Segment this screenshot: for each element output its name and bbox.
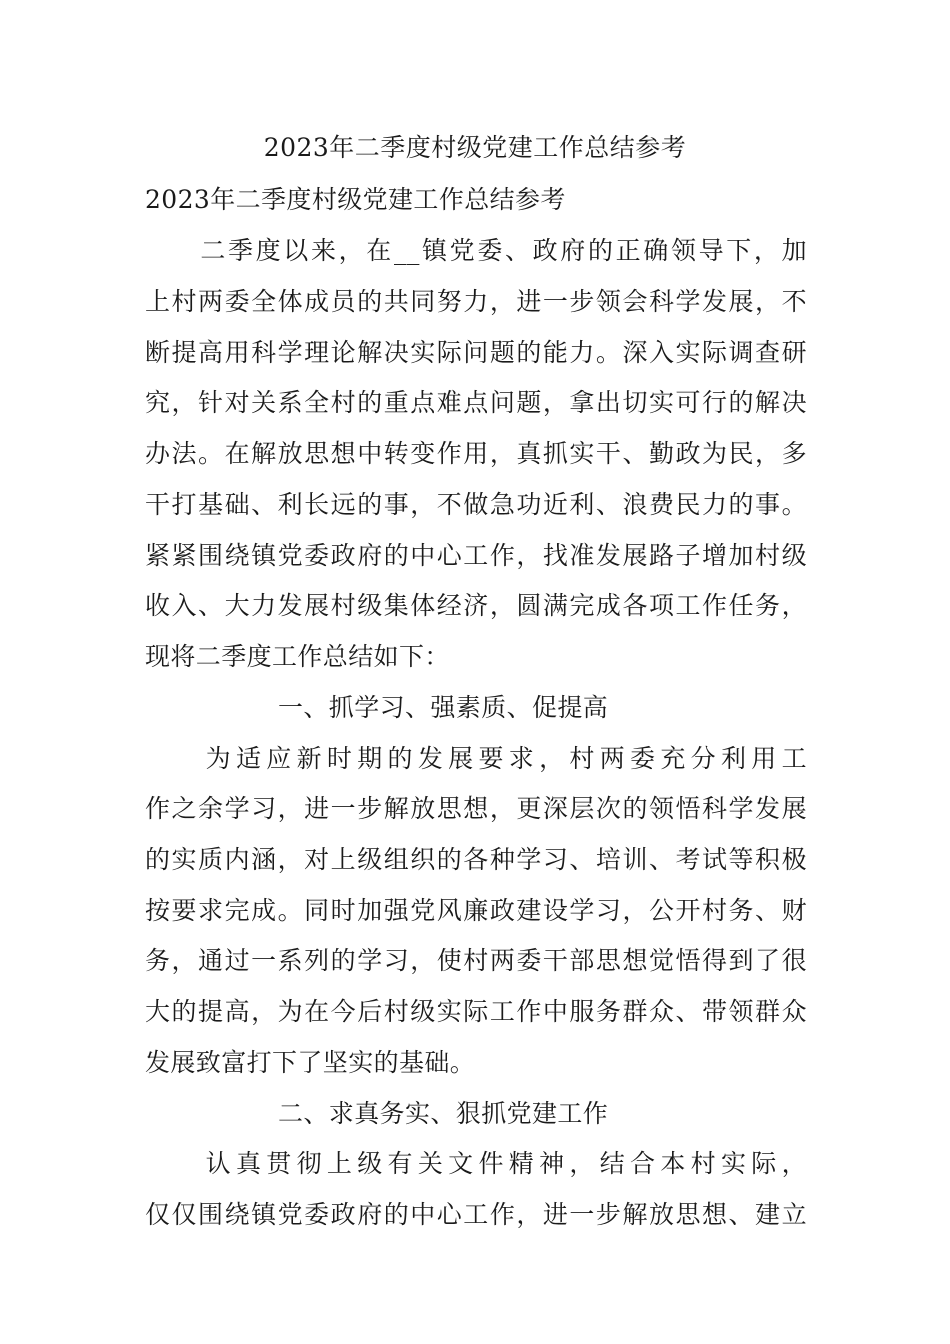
paragraph-1-line-7: 紧紧围绕镇党委政府的中心工作，找准发展路子增加村级: [145, 541, 807, 570]
paragraph-1-line-4: 究，针对关系全村的重点难点问题，拿出切实可行的解决: [145, 388, 807, 417]
paragraph-1-line-5: 办法。在解放思想中转变作用，真抓实干、勤政为民，多: [145, 439, 807, 468]
paragraph-2-line-3: 的实质内涵，对上级组织的各种学习、培训、考试等积极: [145, 845, 807, 874]
paragraph-2-line-5: 务，通过一系列的学习，使村两委干部思想觉悟得到了很: [145, 946, 807, 975]
paragraph-2-line-6: 大的提高，为在今后村级实际工作中服务群众、带领群众: [145, 997, 807, 1026]
document-subtitle: 2023年二季度村级党建工作总结参考: [145, 185, 566, 214]
paragraph-3-line-1: 认真贯彻上级有关文件精神，结合本村实际，: [145, 1149, 807, 1178]
paragraph-2-line-1: 为适应新时期的发展要求，村两委充分利用工: [145, 744, 807, 773]
paragraph-2-line-4: 按要求完成。同时加强党风廉政建设学习，公开村务、财: [145, 896, 807, 925]
paragraph-1-line-6: 干打基础、利长远的事，不做急功近利、浪费民力的事。: [145, 490, 807, 519]
paragraph-1-line-3: 断提高用科学理论解决实际问题的能力。深入实际调查研: [145, 338, 807, 367]
document-title: 2023年二季度村级党建工作总结参考: [263, 133, 687, 162]
paragraph-1-line-9: 现将二季度工作总结如下：: [145, 642, 450, 671]
paragraph-3-line-2: 仅仅围绕镇党委政府的中心工作，进一步解放思想、建立: [145, 1200, 807, 1229]
paragraph-1-line-1: 二季度以来，在__镇党委、政府的正确领导下，加: [145, 236, 807, 265]
paragraph-1-line-2: 上村两委全体成员的共同努力，进一步领会科学发展，不: [145, 287, 807, 316]
paragraph-2-line-7: 发展致富打下了坚实的基础。: [145, 1048, 476, 1077]
paragraph-2-line-2: 作之余学习，进一步解放思想，更深层次的领悟科学发展: [145, 794, 807, 823]
section-heading-2: 二、求真务实、狠抓党建工作: [278, 1099, 609, 1128]
section-heading-1: 一、抓学习、强素质、促提高: [278, 693, 609, 722]
paragraph-1-line-8: 收入、大力发展村级集体经济，圆满完成各项工作任务，: [145, 591, 807, 620]
